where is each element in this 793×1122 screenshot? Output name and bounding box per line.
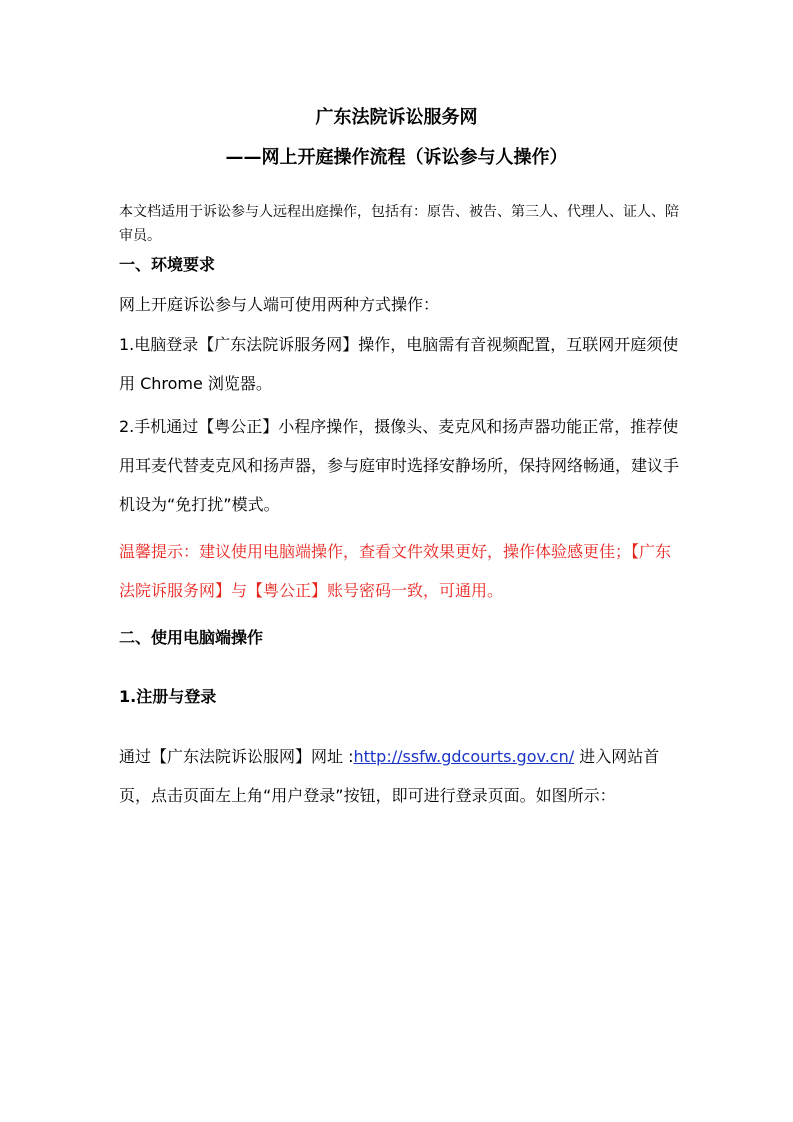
document-subtitle: ——网上开庭操作流程（诉讼参与人操作） bbox=[225, 147, 568, 168]
warm-tip-paragraph: 温馨提示：建议使用电脑端操作，查看文件效果更好，操作体验感更佳；【广东法院诉服务网】与【粤公正】账号密码一致，可通用。 bbox=[119, 542, 672, 600]
court-website-link[interactable]: http://ssfw.gdcourts.gov.cn/ bbox=[353, 747, 575, 766]
environment-paragraph-3: 2.手机通过【粤公正】小程序操作，摄像头、麦克风和扬声器功能正常，推荐使用耳麦代替麦克风和扬声器，参与庭审时选择安静场所，保持网络畅通，建议手机设为“免打扰”模式。 bbox=[119, 417, 680, 514]
login-text-after-link: 进入网站首页，点击页面左上角“用户登录”按钮，即可进行登录页面。如图所示： bbox=[119, 747, 660, 805]
section-heading-environment: 一、环境要求 bbox=[119, 255, 216, 274]
login-paragraph bbox=[119, 737, 679, 815]
environment-paragraph-1: 网上开庭诉讼参与人端可使用两种方式操作： bbox=[119, 295, 440, 314]
document-title: 广东法院诉讼服务网 bbox=[315, 107, 478, 128]
section-heading-pc: 二、使用电脑端操作 bbox=[119, 628, 264, 647]
login-text-before-link: 通过【广东法院诉讼服网】网址 : bbox=[119, 747, 354, 766]
environment-paragraph-2: 1.电脑登录【广东法院诉服务网】操作，电脑需有音视频配置，互联网开庭须使用 Chrome 浏览器。 bbox=[119, 335, 679, 393]
subsection-heading-login: 1.注册与登录 bbox=[119, 687, 217, 706]
intro-paragraph: 本文档适用于诉讼参与人远程出庭操作，包括有：原告、被告、第三人、代理人、证人、陪审员。 bbox=[119, 204, 679, 244]
